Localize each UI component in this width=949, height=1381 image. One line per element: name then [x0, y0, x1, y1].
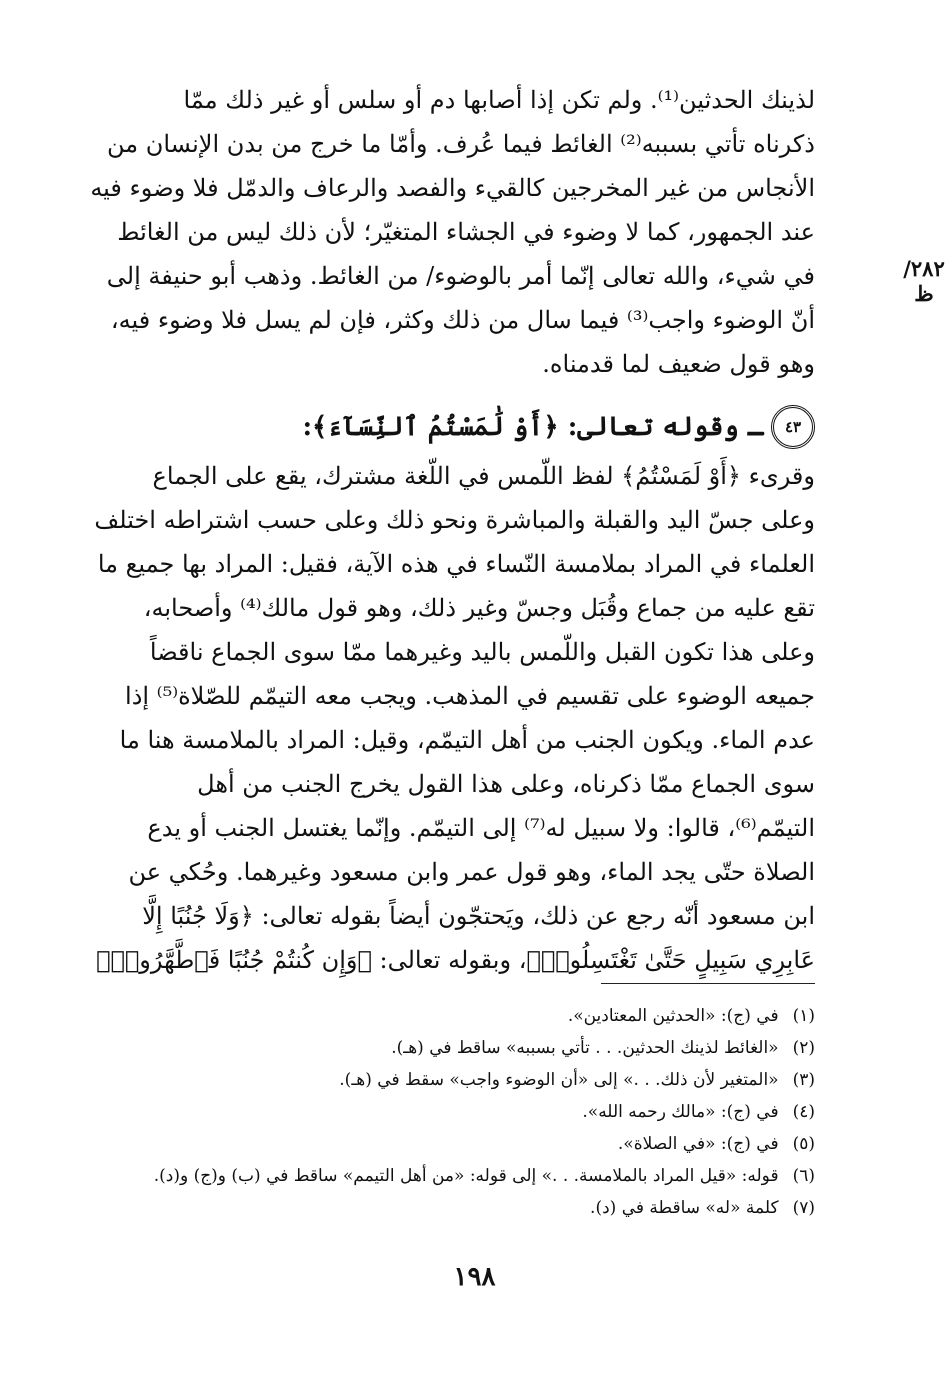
footnote-number: (٤)	[792, 1102, 815, 1122]
footnote-text: قوله: «قيل المراد بالملامسة. . .» إلى قوله: «من أهل التيمم» ساقط في (ب) و(ج) و(د).	[153, 1166, 779, 1186]
footnote-number: (١)	[792, 1006, 815, 1026]
text-line: عند الجمهور، كما لا وضوء في الجشاء المتغيّر؛ لأن ذلك ليس من الغائط	[117, 218, 815, 246]
text-line: ذكرناه تأتي بسببه⁽²⁾ الغائط فيما عُرف. وأمّا ما خرج من بدن الإنسان من	[106, 130, 815, 158]
page-number: ١٩٨	[453, 1262, 496, 1292]
text-line: التيمّم⁽⁶⁾، قالوا: ولا سبيل له⁽⁷⁾ إلى التيمّم. وإنّما يغتسل الجنب أو يدع	[147, 814, 815, 842]
footnote-text: «الغائط لذينك الحدثين. . . تأتي بسببه» ساقط في (هـ).	[391, 1038, 779, 1058]
footnote-item	[55, 1192, 815, 1224]
footnote-text: في (ج): «الحدثين المعتادين».	[567, 1006, 779, 1026]
text-line: تقع عليه من جماع وقُبَل وجسّ وغير ذلك، وهو قول مالك⁽⁴⁾ وأصحابه،	[143, 594, 815, 622]
footnote-text: في (ج): «في الصلاة».	[617, 1134, 779, 1154]
main-text	[50, 78, 815, 982]
footnote-item	[55, 1000, 815, 1032]
footnote-number: (٣)	[792, 1070, 815, 1090]
text-line: سوى الجماع ممّا ذكرناه، وعلى هذا القول يخرج الجنب من أهل	[197, 770, 815, 798]
footnote-divider	[601, 983, 815, 984]
footnote-number: (٧)	[792, 1198, 815, 1218]
footnote-number: (٥)	[792, 1134, 815, 1154]
text-line: وقرىء ﴿أَوْ لَمَسْتُمُ﴾ لفظ اللّمس في اللّغة مشترك، يقع على الجماع	[152, 462, 815, 490]
text-line: العلماء في المراد بملامسة النّساء في هذه الآية، فقيل: المراد بها جميع ما	[97, 550, 815, 578]
text-line: عَابِرِي سَبِيلٍ حَتَّىٰ تَغْتَسِلُوا۟﴾، وبقوله تعالى: ﴿وَإِن كُنتُمْ جُنُبًا فَٱطَّهَّرُوا۟﴾	[96, 946, 815, 974]
footnote-text: «المتغير لأن ذلك. . .» إلى «أن الوضوء واجب» سقط في (هـ).	[339, 1070, 779, 1090]
text-line: وعلى هذا تكون القبل واللّمس باليد وغيرهما ممّا سوى الجماع ناقضاً	[149, 638, 815, 666]
text-line: ابن مسعود أنّه رجع عن ذلك، ويَحتجّون أيضاً بقوله تعالى: ﴿وَلَا جُنُبًا إِلَّا	[142, 902, 815, 930]
text-line: لذينك الحدثين⁽¹⁾. ولم تكن إذا أصابها دم أو سلس أو غير ذلك ممّا	[183, 86, 815, 114]
footnote-text: في (ج): «مالك رحمه الله».	[582, 1102, 779, 1122]
footnote-item	[55, 1032, 815, 1064]
margin-folio-note: ٢٨٢/ظ	[903, 256, 945, 306]
text-line: أنّ الوضوء واجب⁽³⁾ فيما سال من ذلك وكثر، فإن لم يسل فلا وضوء فيه،	[110, 306, 815, 334]
footnote-item	[55, 1096, 815, 1128]
paragraph-1	[50, 78, 815, 386]
text-line: وهو قول ضعيف لما قدمناه.	[542, 350, 815, 378]
footnote-item	[55, 1128, 815, 1160]
text-line: الصلاة حتّى يجد الماء، وهو قول عمر وابن مسعود وغيرهما. وحُكي عن	[128, 858, 815, 886]
section-heading	[50, 404, 815, 450]
footnote-number: (٢)	[792, 1038, 815, 1058]
footnote-number: (٦)	[792, 1166, 815, 1186]
section-heading-text: ـ وقوله تعالى: ﴿أَوْ لَٰمَسْتُمُ ٱلنِّسَآءَ﴾:	[302, 412, 763, 442]
text-line: وعلى جسّ اليد والقبلة والمباشرة ونحو ذلك وعلى حسب اشتراطه اختلف	[94, 506, 815, 534]
section-number-badge: ٤٣	[771, 405, 815, 449]
footnote-item	[55, 1064, 815, 1096]
footnote-item	[55, 1160, 815, 1192]
text-line: الأنجاس من غير المخرجين كالقيء والفصد والرعاف والدمّل فلا وضوء فيه	[90, 174, 815, 202]
paragraph-2	[50, 454, 815, 982]
text-line: جميعه الوضوء على تقسيم في المذهب. ويجب معه التيمّم للصّلاة⁽⁵⁾ إذا	[125, 682, 815, 710]
footnote-text: كلمة «له» ساقطة في (د).	[590, 1198, 779, 1218]
text-line: في شيء، والله تعالى إنّما أمر بالوضوء/ من الغائط. وذهب أبو حنيفة إلى	[106, 262, 815, 290]
footnotes	[55, 1000, 815, 1224]
text-line: عدم الماء. ويكون الجنب من أهل التيمّم، وقيل: المراد بالملامسة هنا ما	[119, 726, 815, 754]
